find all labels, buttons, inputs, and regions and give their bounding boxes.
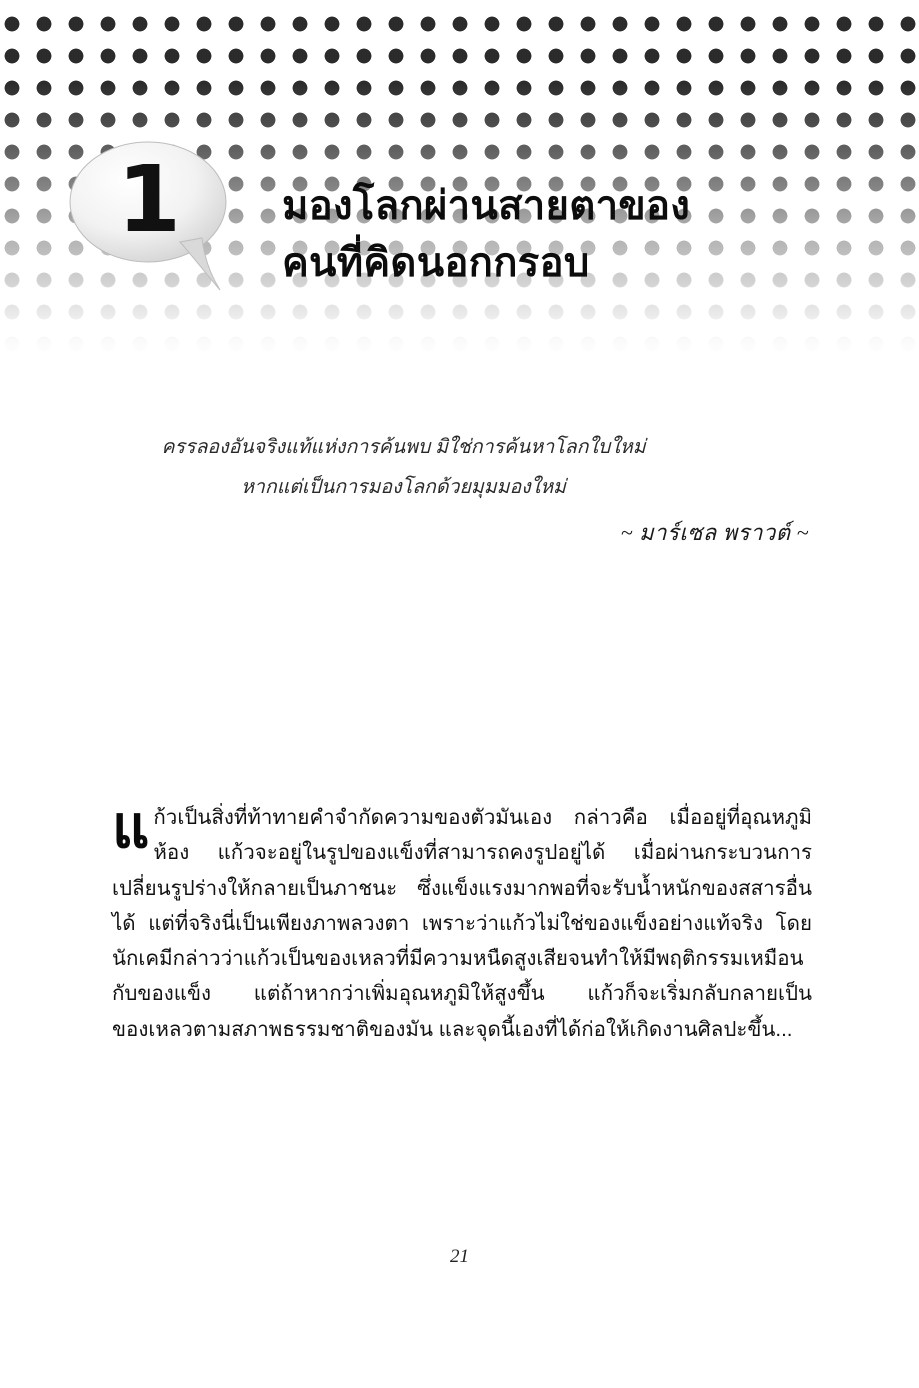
epigraph-line-1: ครรลองอันจริงแท้แห่งการค้นพบ มิใช่การค้นหาโลกใบใหม่ <box>161 437 646 458</box>
chapter-title-line-2: คนที่คิดนอกกรอบ <box>282 240 590 285</box>
page-number: 21 <box>450 1246 469 1267</box>
halftone-fade-overlay <box>0 300 919 430</box>
epigraph-attribution: ~ มาร์เซล พราวต์ ~ <box>620 520 809 545</box>
chapter-title-line-1: มองโลกผ่านสายตาของ <box>282 184 691 228</box>
chapter-number-bubble <box>68 138 258 298</box>
body-paragraph <box>112 795 812 1047</box>
epigraph-quote <box>0 428 919 508</box>
chapter-title <box>282 178 882 292</box>
drop-cap: แ <box>112 795 150 860</box>
epigraph-line-2: หากแต่เป็นการมองโลกด้วยมุมมองใหม่ <box>241 476 566 498</box>
chapter-number: 1 <box>116 146 179 253</box>
body-text: ก้วเป็นสิ่งที่ท้าทายคำจำกัดความของตัวมันเอง กล่าวคือ เมื่ออยู่ที่อุณหภูมิห้อง แก้วจะอยู่ในรูปของแข็งที่สามารถคงรูปอยู่ได้ เมื่อผ่านกระบวนการเปลี่ยนรูปร่างให้กลายเป็นภาชนะ ซึ่งแข็งแรงมากพอที่จะรับน้ำหนักของสสารอื่นได้ แต่ที่จริงนี่เป็นเพียงภาพลวงตา เพราะว่าแก้วไม่ใช่ของแข็งอย่างแท้จริง โดยนักเคมีกล่าวว่าแก้วเป็นของเหลวที่มีความหนืดสูงเสียจนทำให้มีพฤติกรรมเหมือนกับของแข็ง แต่ถ้าหากว่าเพิ่มอุณหภูมิให้สูงขึ้น แก้วก็จะเริ่มกลับกลายเป็นของเหลวตามสภาพธรรมชาติของมัน และจุดนี้เองที่ได้ก่อให้เกิดงานศิลปะขึ้น... <box>112 806 812 1041</box>
